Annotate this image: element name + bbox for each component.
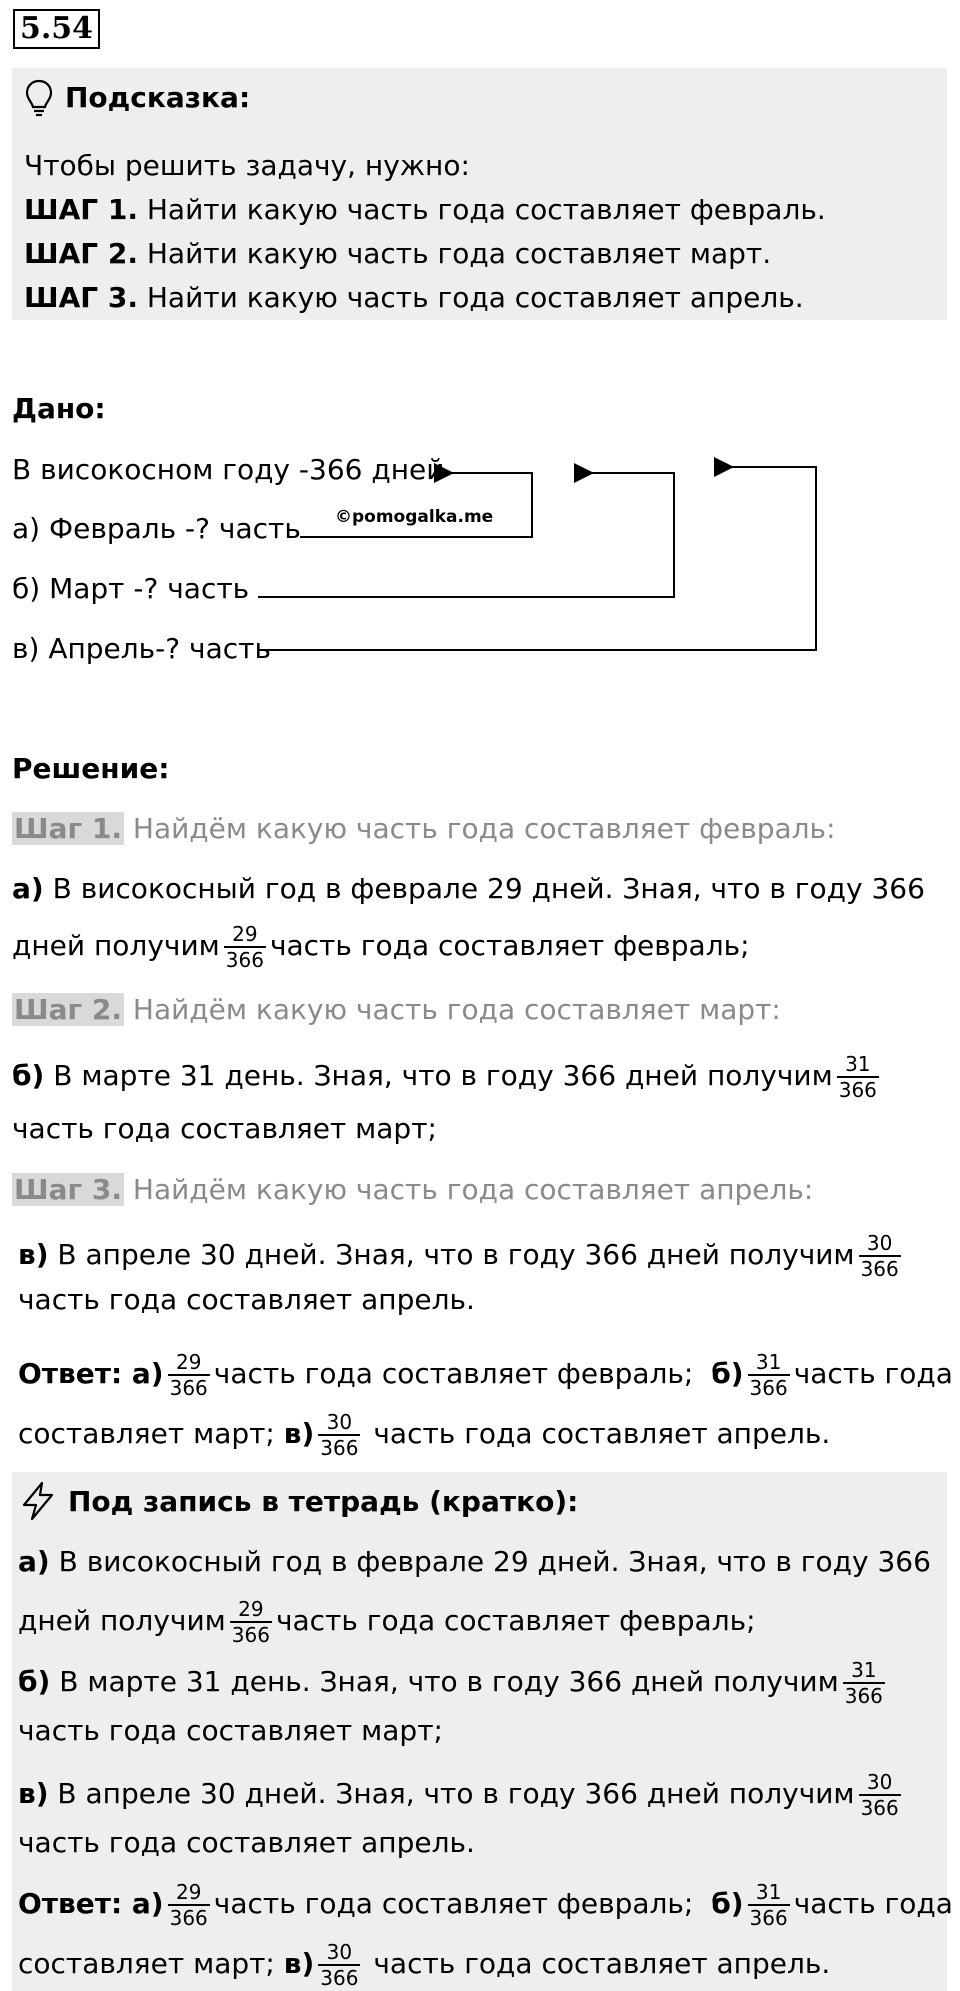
solution-step-2 <box>12 993 781 1027</box>
notebook-answer-line-2-pre: составляет март; <box>18 1947 275 1980</box>
notebook-answer-c-text: часть года составляет апрель. <box>373 1947 831 1980</box>
solution-b-line-1 <box>12 1052 883 1102</box>
answer-line-2-pre: составляет март; <box>18 1417 275 1450</box>
step-3-text: Найдём какую часть года составляет апрель: <box>123 1173 814 1206</box>
notebook-c-text: В апреле 30 дней. Зная, что в году 366 дней получим <box>48 1777 855 1810</box>
notebook-c-label: в) <box>18 1777 49 1810</box>
notebook-answer-b-text: часть года <box>793 1887 953 1920</box>
solution-c-text: В апреле 30 дней. Зная, что в году 366 дней получим <box>48 1238 855 1271</box>
solution-c-line-2: часть года составляет апрель. <box>18 1283 475 1316</box>
solution-a-line-1 <box>12 872 925 906</box>
step-2-text: Найдём какую часть года составляет март: <box>123 993 781 1026</box>
answer-fraction-c: $\frac{30}{366}$ <box>320 1410 359 1460</box>
step-1-text: Найдём какую часть года составляет февраль: <box>123 812 836 845</box>
notebook-fraction-30-366: $\frac{30}{366}$ <box>860 1770 899 1820</box>
solution-b-text: В марте 31 день. Зная, что в году 366 дней получим <box>44 1059 833 1092</box>
solution-a-label: а) <box>12 872 44 905</box>
answer-a-text: часть года составляет февраль; <box>213 1357 694 1390</box>
hint-intro: Чтобы решить задачу, нужно: <box>24 149 470 182</box>
solution-a-pre: дней получим <box>12 929 220 962</box>
watermark: ©pomogalka.me <box>335 507 494 527</box>
given-line-1: В високосном году -366 дней <box>12 453 445 486</box>
notebook-a-pre: дней получим <box>18 1604 226 1637</box>
step-1-label: Шаг 1. <box>14 812 122 845</box>
hint-step-3-text: Найти какую часть года составляет апрель. <box>137 281 804 314</box>
notebook-answer-line-2 <box>18 1940 830 1990</box>
notebook-c-line-2: часть года составляет апрель. <box>18 1826 475 1859</box>
lightning-icon <box>20 1481 56 1528</box>
solution-step-1 <box>12 812 836 846</box>
solution-a-text: В високосный год в феврале 29 дней. Зная, что в году 366 <box>43 872 925 905</box>
answer-b-label: б) <box>711 1357 744 1390</box>
solution-a-post: часть года составляет февраль; <box>269 929 750 962</box>
notebook-a-label: а) <box>18 1545 50 1578</box>
notebook-b-line-1 <box>18 1658 889 1708</box>
arrow-march <box>258 473 674 597</box>
fraction-30-366: $\frac{30}{366}$ <box>860 1231 899 1281</box>
notebook-answer-b-label: б) <box>711 1887 744 1920</box>
notebook-b-line-2: часть года составляет март; <box>18 1714 443 1747</box>
hint-step-3-label: ШАГ 3. <box>24 281 138 314</box>
given-arrows <box>0 0 960 700</box>
notebook-answer-fraction-c: $\frac{30}{366}$ <box>320 1940 359 1990</box>
hint-title: Подсказка: <box>65 81 251 114</box>
given-title: Дано: <box>12 392 106 425</box>
notebook-answer-line-1 <box>18 1880 953 1930</box>
hint-step-2-label: ШАГ 2. <box>24 237 138 270</box>
notebook-a-line-2 <box>18 1597 756 1647</box>
given-line-3: б) Март -? часть <box>12 572 250 605</box>
hint-step-1-label: ШАГ 1. <box>24 193 138 226</box>
notebook-b-text: В марте 31 день. Зная, что в году 366 дней получим <box>50 1665 839 1698</box>
given-line-2: а) Февраль -? часть <box>12 512 301 545</box>
notebook-a-text: В високосный год в феврале 29 дней. Зная, что в году 366 <box>49 1545 931 1578</box>
given-line-4: в) Апрель-? часть <box>12 632 271 665</box>
notebook-a-post: часть года составляет февраль; <box>275 1604 756 1637</box>
answer-c-text: часть года составляет апрель. <box>373 1417 831 1450</box>
notebook-answer-fraction-a: $\frac{29}{366}$ <box>169 1880 208 1930</box>
fraction-29-366: $\frac{29}{366}$ <box>225 922 264 972</box>
notebook-title: Под запись в тетрадь (кратко): <box>68 1485 579 1518</box>
solution-step-3 <box>12 1173 813 1207</box>
arrow-april <box>258 467 816 650</box>
answer-line-1 <box>18 1350 953 1400</box>
step-3-label: Шаг 3. <box>14 1173 122 1206</box>
notebook-answer-c-label: в) <box>283 1947 315 1980</box>
task-number: 5.54 <box>13 9 100 49</box>
notebook-answer-a-text: часть года составляет февраль; <box>213 1887 694 1920</box>
answer-label: Ответ: а) <box>18 1357 164 1390</box>
solution-c-label: в) <box>18 1238 49 1271</box>
arrow-february <box>300 473 532 537</box>
solution-a-line-2 <box>12 922 750 972</box>
hint-step-1-text: Найти какую часть года составляет февраль. <box>137 193 826 226</box>
answer-c-label: в) <box>283 1417 315 1450</box>
answer-fraction-a: $\frac{29}{366}$ <box>169 1350 208 1400</box>
answer-b-text: часть года <box>793 1357 953 1390</box>
notebook-fraction-31-366: $\frac{31}{366}$ <box>844 1658 883 1708</box>
solution-c-line-1 <box>18 1231 905 1281</box>
notebook-c-line-1 <box>18 1770 905 1820</box>
answer-fraction-b: $\frac{31}{366}$ <box>749 1350 788 1400</box>
notebook-b-label: б) <box>18 1665 51 1698</box>
notebook-fraction-29-366: $\frac{29}{366}$ <box>231 1597 270 1647</box>
notebook-answer-fraction-b: $\frac{31}{366}$ <box>749 1880 788 1930</box>
hint-step-2-text: Найти какую часть года составляет март. <box>137 237 772 270</box>
notebook-answer-label: Ответ: а) <box>18 1887 164 1920</box>
solution-b-line-2: часть года составляет март; <box>12 1112 437 1145</box>
fraction-31-366: $\frac{31}{366}$ <box>838 1052 877 1102</box>
solution-title: Решение: <box>12 752 170 785</box>
solution-b-label: б) <box>12 1059 45 1092</box>
step-2-label: Шаг 2. <box>14 993 122 1026</box>
notebook-a-line-1 <box>18 1545 931 1579</box>
answer-line-2 <box>18 1410 830 1460</box>
